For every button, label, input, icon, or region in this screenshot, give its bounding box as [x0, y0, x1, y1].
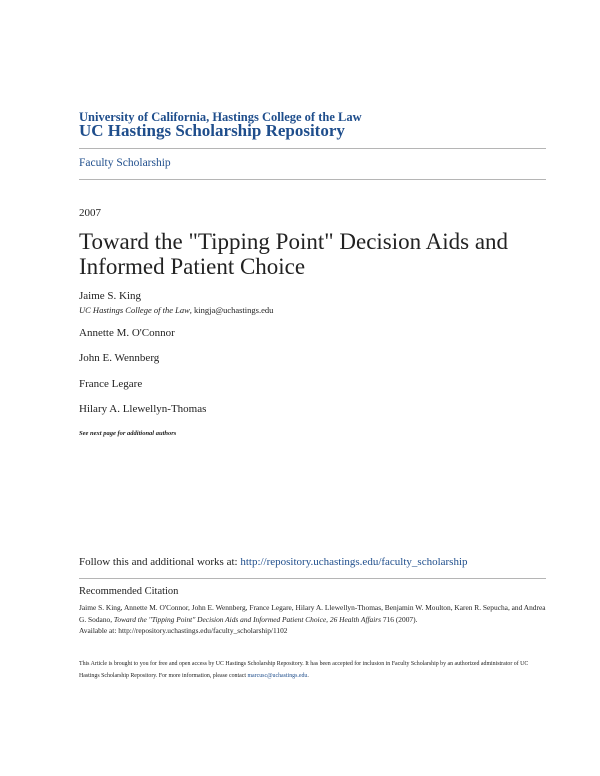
publication-year: 2007: [79, 207, 101, 219]
author-email: , kingja@uchastings.edu: [189, 305, 274, 315]
article-title: Toward the "Tipping Point" Decision Aids and Informed Patient Choice: [79, 229, 509, 279]
repository-name[interactable]: UC Hastings Scholarship Repository: [79, 121, 345, 140]
see-next-page-note: See next page for additional authors: [79, 430, 177, 437]
institution-name: University of California, Hastings College of the Law: [79, 110, 362, 124]
affiliation-name: UC Hastings College of the Law: [79, 305, 190, 315]
repository-link[interactable]: http://repository.uchastings.edu/faculty_scholarship: [240, 556, 468, 568]
author-affiliation: [79, 305, 273, 315]
citation-tail: 716 (2007).: [381, 614, 418, 624]
divider: [79, 578, 546, 579]
contact-email-link[interactable]: marcusc@uchastings.edu: [247, 672, 308, 679]
series-link[interactable]: Faculty Scholarship: [79, 157, 171, 169]
follow-line: [79, 556, 468, 568]
footer-notice: [79, 659, 549, 682]
author-name: Annette M. O'Connor: [79, 327, 175, 339]
divider: [79, 148, 546, 149]
citation-text: [79, 602, 549, 637]
follow-prefix: Follow this and additional works at:: [79, 556, 241, 568]
author-name: Hilary A. Llewellyn-Thomas: [79, 403, 207, 415]
author-name: John E. Wennberg: [79, 352, 160, 364]
footer-end: .: [307, 672, 309, 679]
footer-text: This Article is brought to you for free and open access by UC Hastings Scholarship Repository. It has been accepted for inclusion in Faculty Scholarship by an authorized administrator of UC Hastings Scholarship Repository. For more information, please contact: [79, 661, 529, 679]
divider: [79, 179, 546, 180]
citation-availability: Available at: http://repository.uchastings.edu/faculty_scholarship/1102: [79, 626, 288, 635]
recommended-citation-heading: Recommended Citation: [79, 586, 179, 597]
citation-title: Toward the "Tipping Point" Decision Aids and Informed Patient Choice: [113, 614, 327, 624]
author-name: Jaime S. King: [79, 290, 142, 302]
citation-journal: , 26 Health Affairs: [326, 614, 382, 624]
author-name: France Legare: [79, 378, 143, 390]
citation-authors: Jaime S. King, Annette M. O'Connor, John E. Wennberg, France Legare, Hilary A. Llewellyn-Thomas, Benjamin W. Moulton, Karen R. Sepucha, and Andrea G. Sodano,: [79, 603, 546, 624]
